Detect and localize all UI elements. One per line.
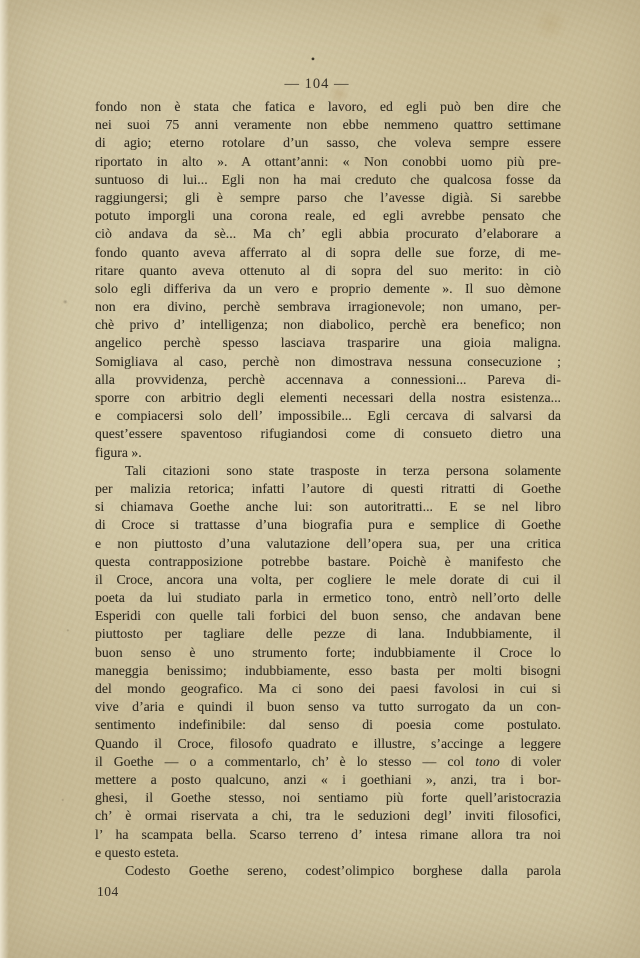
text-line: ciò andava da sè... Ma ch’ egli abbia procurato d’elaborare a — [95, 226, 561, 242]
text-line: angelico perchè spesso lasciava trasparire una gioia maligna. — [95, 335, 561, 351]
text-line: chè privo d’ intelligenza; non diabolico, perchè era benefico; non — [95, 317, 561, 333]
text-line: sentimento indefinibile: dal senso di poesia come postulato. — [95, 717, 561, 733]
text-line: sporre con arbitrio degli elementi necessari della nostra esistenza... — [95, 390, 561, 405]
text-line: Tali citazioni sono state trasposte in terza persona solamente — [125, 462, 561, 478]
text-line: Somigliava al caso, perchè non dimostrava nessuna consecuzione ; — [95, 353, 561, 369]
text-line: e compiacersi solo dell’ impossibile... Egli cercava di salvarsi da — [95, 408, 561, 424]
section-dot-ornament: • — [310, 52, 316, 66]
text-line: solo egli differiva da un vero e proprio demente ». Il suo dèmone — [95, 280, 561, 296]
text-line: potuto imporgli una corona reale, ed egli avrebbe pensato che — [95, 208, 561, 224]
page-header-number: — 104 — — [284, 76, 350, 92]
text-line: Esperidi con quelle tali forbici del buon senso, che andavan bene — [95, 608, 561, 624]
text-line: di agio; eterno rotolare d’un sasso, che voleva sempre essere — [95, 135, 561, 151]
text-line: raggiungersi; gli è sempre parso che l’avesse digià. Si sarebbe — [95, 189, 561, 205]
text-segment: il Goethe — o a commentarlo, ch’ è lo stesso — col — [95, 753, 476, 769]
text-line: riportato in alto ». A ottant’anni: « Non conobbi uomo più pre- — [95, 153, 561, 169]
text-line: e questo esteta. — [95, 844, 179, 860]
text-line: per malizia retorica; infatti l’autore di questi ritratti di Goethe — [95, 480, 561, 496]
text-line: del mondo geografico. Ma ci sono dei paesi favolosi in cui si — [95, 681, 561, 696]
text-line: ch’ è ormai riservata a chi, tra le seduzioni degl’ inviti filosofici, — [95, 808, 561, 824]
text-line: di Croce si trattasse d’una biografia pura e semplice di Goethe — [95, 517, 561, 533]
text-line: alla provvidenza, perchè accennava a connessioni... Pareva di- — [95, 371, 561, 387]
page-left-edge — [0, 0, 9, 958]
text-line: piuttosto per tagliare delle pezze di lana. Indubbiamente, il — [95, 626, 561, 642]
text-line: vive d’aria e quindi il buon senso va tutto surrogato da un con- — [95, 699, 561, 715]
text-line: si chiamava Goethe anche lui: son autoritratti... E se nel libro — [95, 499, 561, 515]
text-line: il Croce, ancora una volta, per cogliere le mele dorate di cui il — [95, 571, 561, 587]
text-line — [95, 753, 561, 771]
text-line: fondo quanto aveva afferrato al di sopra delle sue forze, di me- — [95, 244, 561, 260]
text-line: ritare quanto aveva ottenuto al di sopra del suo merito: in ciò — [95, 262, 561, 278]
text-line: e non piuttosto d’una valutazione dell’opera sua, per una critica — [95, 535, 561, 551]
text-line: l’ ha scampata bella. Scarso terreno d’ intesa rimane allora tra noi — [95, 826, 561, 842]
text-column — [95, 98, 561, 880]
text-line: buon senso è uno strumento forte; indubbiamente il Croce lo — [95, 644, 561, 660]
text-line: quest’essere spaventoso rifugiandosi come di consueto dietro una — [95, 426, 561, 442]
text-line: figura ». — [95, 444, 142, 460]
text-line: fondo non è stata che fatica e lavoro, ed egli può ben dire che — [95, 99, 561, 114]
italic-text: tono — [475, 753, 500, 769]
footer-page-number: 104 — [97, 884, 119, 899]
text-line: ghesi, il Goethe stesso, noi sentiamo più forte quell’aristocrazia — [95, 790, 561, 806]
text-line: Codesto Goethe sereno, codest’olimpico borghese dalla parola — [125, 862, 561, 878]
text-line: poeta da lui studiato parla in ermetico tono, entrò nell’orto delle — [95, 590, 561, 606]
text-line: Quando il Croce, filosofo quadrato e illustre, s’accinge a leggere — [95, 735, 561, 751]
text-line: suntuoso di lui... Egli non ha mai creduto che qualcosa fosse da — [95, 171, 561, 187]
text-line: maneggia benissimo; indubbiamente, esso basta per molti bisogni — [95, 662, 561, 678]
text-line: nei suoi 75 anni veramente non ebbe nemmeno quattro settimane — [95, 117, 561, 133]
text-line: mettere a posto qualcuno, anzi « i goethiani », anzi, tra i bor- — [95, 771, 561, 787]
text-line: non era divino, perchè sembrava irragionevole; non umano, per- — [95, 299, 561, 315]
text-line: questa contrapposizione potrebbe bastare. Poichè è manifesto che — [95, 553, 561, 569]
text-segment: di voler — [499, 753, 561, 769]
